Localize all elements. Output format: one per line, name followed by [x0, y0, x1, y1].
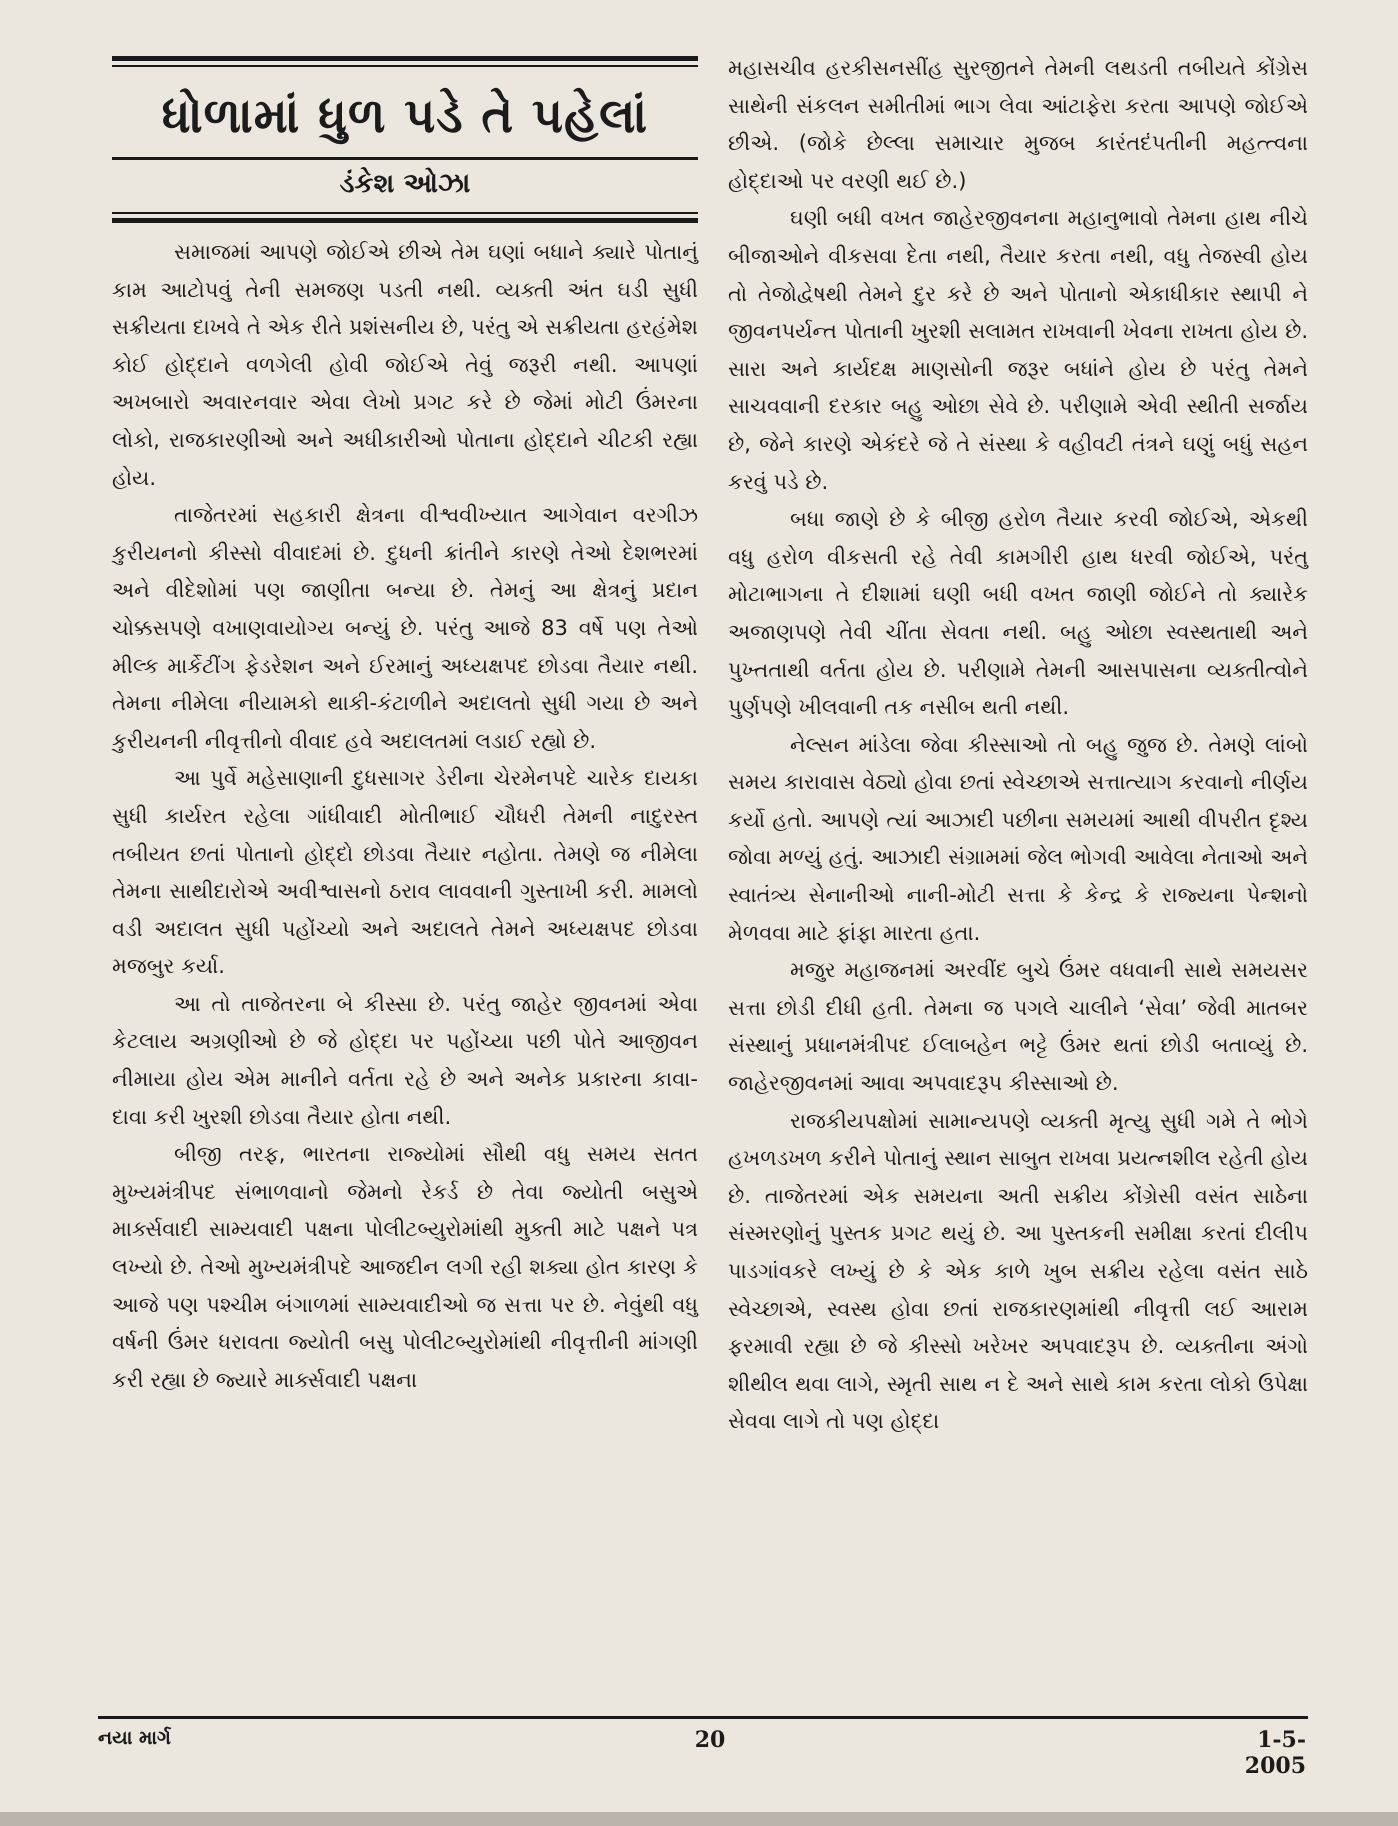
magazine-name: નયા માર્ગ [98, 1727, 171, 1749]
title-top-thin-rule [112, 65, 698, 67]
paragraph: બધા જાણે છે કે બીજી હરોળ તૈયાર કરવી જોઈએ, એકથી વધુ હરોળ વીકસતી રહે તેવી કામગીરી હાથ ધરવી જોઈએ, પરંતુ મોટાભાગના તે દીશામાં ઘણી બધી વખત જાણી જોઈને તો ક્યારેક અજાણપણે તેવી ચીંતા સેવતા નથી. બહુ ઓછા સ્વસ્થતાથી અને પુખ્તતાથી વર્તતા હોય છે. પરીણામે તેમની આસપાસના વ્યક્તીત્વોને પુર્ણપણે ખીલવાની તક નસીબ થતી નથી. [728, 507, 1308, 720]
paragraph: ઘણી બધી વખત જાહેરજીવનના મહાનુભાવો તેમના હાથ નીચે બીજાઓને વીકસવા દેતા નથી, તૈયાર કરતા નથી, વધુ તેજસ્વી હોય તો તેજોદ્વેષથી તેમને દુર કરે છે અને પોતાનો એકાધીકાર સ્થાપી ને જીવનપર્યન્ત પોતાની ખુરશી સલામત રાખવાની ખેવના રાખતા હોય છે. સારા અને કાર્યદક્ષ માણસોની જરૂર બધાંને હોય છે પરંતુ તેમને સાચવવાની દરકાર બહુ ઓછા સેવે છે. પરીણામે એવી સ્થીતી સર્જાય છે, જેને કારણે એકંદરે જે તે સંસ્થા કે વહીવટી તંત્રને ઘણું બધું સહન કરવું પડે છે. [728, 206, 1308, 494]
right-column [728, 50, 1308, 1441]
paragraph: તાજેતરમાં સહકારી ક્ષેત્રના વીશ્વવીખ્યાત આગેવાન વરગીઝ કુરીયનનો કીસ્સો વીવાદમાં છે. દુધની ક્રાંતીને કારણે તેઓ દેશભરમાં અને વીદેશોમાં પણ જાણીતા બન્યા છે. તેમનું આ ક્ષેત્રનું પ્રદાન ચોક્કસપણે વખાણવાયોગ્ય બન્યું છે. પરંતુ આજે 83 વર્ષે પણ તેઓ મીલ્ક માર્કેટીંગ ફેડરેશન અને ઈરમાનું અધ્યક્ષપદ છોડવા તૈયાર નથી. તેમના નીમેલા નીયામકો થાકી-કંટાળીને અદાલતો સુધી ગયા છે અને કુરીયનની નીવૃત્તીનો વીવાદ હવે અદાલતમાં લડાઈ રહ્યો છે. [112, 503, 698, 753]
paragraph: નેલ્સન માંડેલા જેવા કીસ્સાઓ તો બહુ જુજ છે. તેમણે લાંબો સમય કારાવાસ વેઠ્યો હોવા છતાં સ્વેચ્છાએ સત્તાત્યાગ કરવાનો નીર્ણય કર્યો હતો. આપણે ત્યાં આઝાદી પછીના સમયમાં આથી વીપરીત દૃશ્ય જોવા મળ્યું હતું. આઝાદી સંગ્રામમાં જેલ ભોગવી આવેલા નેતાઓ અને સ્વાતંત્ર્ય સેનાનીઓ નાની-મોટી સત્તા કે કેન્દ્ર કે રાજ્યના પેન્શનો મેળવવા માટે ફાંફા મારતા હતા. [728, 732, 1308, 945]
page-number: 20 [694, 1727, 726, 1753]
paragraph: સમાજમાં આપણે જોઈએ છીએ તેમ ઘણાં બધાને ક્યારે પોતાનું કામ આટોપવું તેની સમજણ પડતી નથી. વ્યક્તી અંત ઘડી સુધી સક્રીયતા દાખવે તે એક રીતે પ્રશંસનીય છે, પરંતુ એ સક્રીયતા હરહંમેશ કોઈ હોદ્દાને વળગેલી હોવી જોઈએ તેવું જરૂરી નથી. આપણાં અખબારો અવારનવાર એવા લેખો પ્રગટ કરે છે જેમાં મોટી ઉંમરના લોકો, રાજકારણીઓ અને અધીકારીઓ પોતાના હોદ્દાને ચીટકી રહ્યા હોય. [112, 240, 698, 490]
article-author: ડંકેશ ઓઝા [339, 168, 471, 199]
paragraph: મજુર મહાજનમાં અરવીંદ બુચે ઉંમર વધવાની સાથે સમયસર સત્તા છોડી દીધી હતી. તેમના જ પગલે ચાલીને ‘સેવા’ જેવી માતબર સંસ્થાનું પ્રધાનમંત્રીપદ ઈલાબહેન ભટ્ટે ઉંમર થતાં છોડી બતાવ્યું છે. જાહેરજીવનમાં આવા અપવાદરૂપ કીસ્સાઓ છે. [728, 958, 1308, 1096]
left-column [112, 234, 698, 1399]
issue-date: 1-5-2005 [1244, 1727, 1306, 1779]
scan-edge [0, 1812, 1398, 1826]
paragraph: મહાસચીવ હરકીસનસીંહ સુરજીતને તેમની લથડતી તબીયતે કોંગ્રેસ સાથેની સંકલન સમીતીમાં ભાગ લેવા આંટાફેરા કરતા આપણે જોઈએ છીએ. (જોકે છેલ્લા સમાચાર મુજબ કારંતદંપતીની મહત્ત્વના હોદ્દાઓ પર વરણી થઈ છે.) [728, 56, 1308, 193]
title-middle-rule [112, 157, 698, 160]
paragraph: આ તો તાજેતરના બે કીસ્સા છે. પરંતુ જાહેર જીવનમાં એવા કેટલાય અગ્રણીઓ છે જે હોદ્દા પર પહોંચ્યા પછી પોતે આજીવન નીમાયા હોય એમ માનીને વર્તતા રહે છે અને અનેક પ્રકારના કાવા-દાવા કરી ખુરશી છોડવા તૈયાર હોતા નથી. [112, 991, 698, 1129]
author-bottom-thick-rule [112, 218, 698, 223]
footer-rule [98, 1716, 1308, 1719]
title-top-rule [112, 56, 698, 61]
paragraph: આ પુર્વે મહેસાણાની દુધસાગર ડેરીના ચેરમેનપદે ચારેક દાયકા સુધી કાર્યરત રહેલા ગાંધીવાદી મોતીભાઈ ચૌધરી તેમની નાદુરસ્ત તબીયત છતાં પોતાનો હોદ્દો છોડવા તૈયાર નહોતા. તેમણે જ નીમેલા તેમના સાથીદારોએ અવીશ્વાસનો ઠરાવ લાવવાની ગુસ્તાખી કરી. મામલો વડી અદાલત સુધી પહોંચ્યો અને અદાલતે તેમને અધ્યક્ષપદ છોડવા મજબુર કર્યા. [112, 766, 698, 979]
article-title: ધોળામાં ધુળ પડે તે પહેલાં [161, 88, 649, 144]
paragraph: બીજી તરફ, ભારતના રાજ્યોમાં સૌથી વધુ સમય સતત મુખ્યમંત્રીપદ સંભાળવાનો જેમનો રેકર્ડ છે તેવા જ્યોતી બસુએ માર્ક્સવાદી સામ્યવાદી પક્ષના પોલીટબ્યુરોમાંથી મુક્તી માટે પક્ષને પત્ર લખ્યો છે. તેઓ મુખ્યમંત્રીપદે આજદીન લગી રહી શક્યા હોત કારણ કે આજે પણ પશ્ચીમ બંગાળમાં સામ્યવાદીઓ જ સત્તા પર છે. નેવુંથી વધુ વર્ષની ઉંમર ધરાવતા જ્યોતી બસુ પોલીટબ્યુરોમાંથી નીવૃત્તીની માંગણી કરી રહ્યા છે જ્યારે માર્ક્સવાદી પક્ષના [112, 1142, 698, 1392]
paragraph: રાજકીયપક્ષોમાં સામાન્યપણે વ્યક્તી મૃત્યુ સુધી ગમે તે ભોગે હખળડખળ કરીને પોતાનું સ્થાન સાબુત રાખવા પ્રયત્નશીલ રહેતી હોય છે. તાજેતરમાં એક સમયના અતી સક્રીય કોંગ્રેસી વસંત સાઠેના સંસ્મરણોનું પુસ્તક પ્રગટ થયું છે. આ પુસ્તકની સમીક્ષા કરતાં દીલીપ પાડગાંવકરે લખ્યું છે કે એક કાળે ખુબ સક્રીય રહેલા વસંત સાઠે સ્વેચ્છાએ, સ્વસ્થ હોવા છતાં રાજકારણમાંથી નીવૃત્તી લઈ આરામ ફરમાવી રહ્યા છે જે કીસ્સો ખરેખર અપવાદરૂપ છે. વ્યક્તીના અંગો શીથીલ થવા લાગે, સ્મૃતી સાથ ન દે અને સાથે કામ કરતા લોકો ઉપેક્ષા સેવવા લાગે તો પણ હોદ્દા [728, 1108, 1308, 1434]
author-bottom-rule [112, 212, 698, 214]
